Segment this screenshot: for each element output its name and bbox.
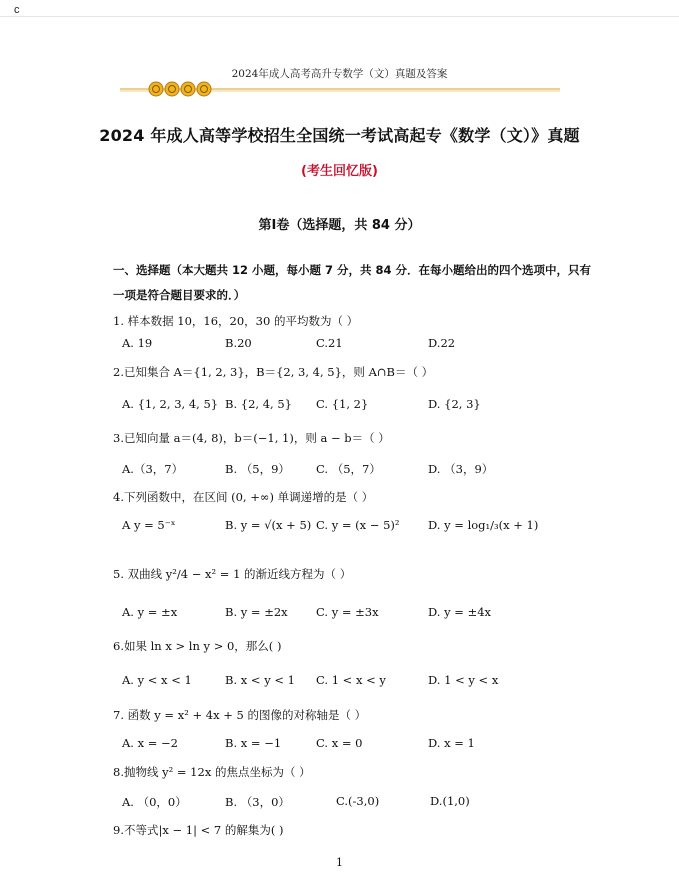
document-title: 2024 年成人高等学校招生全国统一考试高起专《数学（文）》真题 [99, 126, 580, 145]
option-c: C. y = ±3x [316, 605, 379, 619]
option-b: B. y = √(x + 5) [225, 518, 312, 532]
question-stem: 3.已知向量 a＝(4, 8)，b＝(−1, 1)，则 a − b＝（ ） [113, 431, 390, 445]
option-d: D. x = 1 [428, 736, 475, 750]
question-stem: 9.不等式|x − 1| < 7 的解集为( ) [113, 823, 284, 837]
question-stem: 8.抛物线 y² = 12x 的焦点坐标为（ ） [113, 765, 311, 779]
option-b: B. y = ±2x [225, 605, 288, 619]
option-d: D. {2, 3} [428, 397, 481, 411]
option-b: B. （5，9） [225, 462, 290, 476]
question-stem: 5. 双曲线 y²/4 − x² = 1 的渐近线方程为（ ） [113, 567, 352, 581]
option-d: D. （3，9） [428, 462, 494, 476]
question-stem: 2.已知集合 A＝{1, 2, 3}，B＝{2, 3, 4, 5}，则 A∩B＝（ ） [113, 365, 434, 379]
question-stem: 1. 样本数据 10，16，20，30 的平均数为（ ） [113, 314, 359, 328]
question-stem: 4.下列函数中，在区间 (0, +∞) 单调递增的是（ ） [113, 490, 374, 504]
option-c: C. 1 < x < y [316, 673, 386, 687]
section-instruction-line2: 一项是符合题目要求的．） [113, 288, 246, 302]
option-d: D. y = log₁/₃(x + 1) [428, 518, 539, 532]
document-subtitle: (考生回忆版) [301, 164, 378, 179]
option-b: B. {2, 4, 5} [225, 397, 292, 411]
option-b: B. （3，0） [225, 795, 290, 809]
option-a: A. y = ±x [122, 605, 178, 619]
section-instruction-line1: 一、选择题（本大题共 12 小题，每小题 7 分，共 84 分．在每小题给出的四个选项中，只有 [113, 263, 592, 277]
option-a: A.（3，7） [122, 462, 184, 476]
option-d: D. y = ±4x [428, 605, 492, 619]
option-c: C.21 [316, 336, 343, 350]
option-a: A y = 5⁻ˣ [122, 518, 176, 532]
option-c: C. （5，7） [316, 462, 381, 476]
question-stem: 6.如果 ln x > ln y > 0，那么( ) [113, 639, 282, 653]
option-a: A. y < x < 1 [122, 673, 192, 687]
option-b: B.20 [225, 336, 252, 350]
option-a: A. {1, 2, 3, 4, 5} [122, 397, 219, 411]
option-d: D.(1,0) [430, 794, 470, 808]
part-heading: 第Ⅰ卷（选择题，共 84 分） [258, 218, 421, 233]
page-number: 1 [336, 856, 343, 869]
option-c: C. {1, 2} [316, 397, 369, 411]
option-c: C. y = (x − 5)² [316, 518, 400, 532]
question-stem: 7. 函数 y = x² + 4x + 5 的图像的对称轴是（ ） [113, 708, 367, 722]
option-a: A. （0，0） [122, 795, 187, 809]
option-c: C.(-3,0) [336, 794, 380, 808]
corner-mark: c [14, 4, 20, 16]
option-b: B. x < y < 1 [225, 673, 295, 687]
top-border [0, 16, 679, 17]
option-d: D.22 [428, 336, 456, 350]
option-a: A. x = −2 [122, 736, 179, 750]
header-ornament [120, 78, 560, 100]
option-c: C. x = 0 [316, 736, 363, 750]
option-d: D. 1 < y < x [428, 673, 499, 687]
option-b: B. x = −1 [225, 736, 282, 750]
running-header: 2024年成人高考高升专数学（文）真题及答案 [231, 68, 448, 80]
option-a: A. 19 [122, 336, 153, 350]
